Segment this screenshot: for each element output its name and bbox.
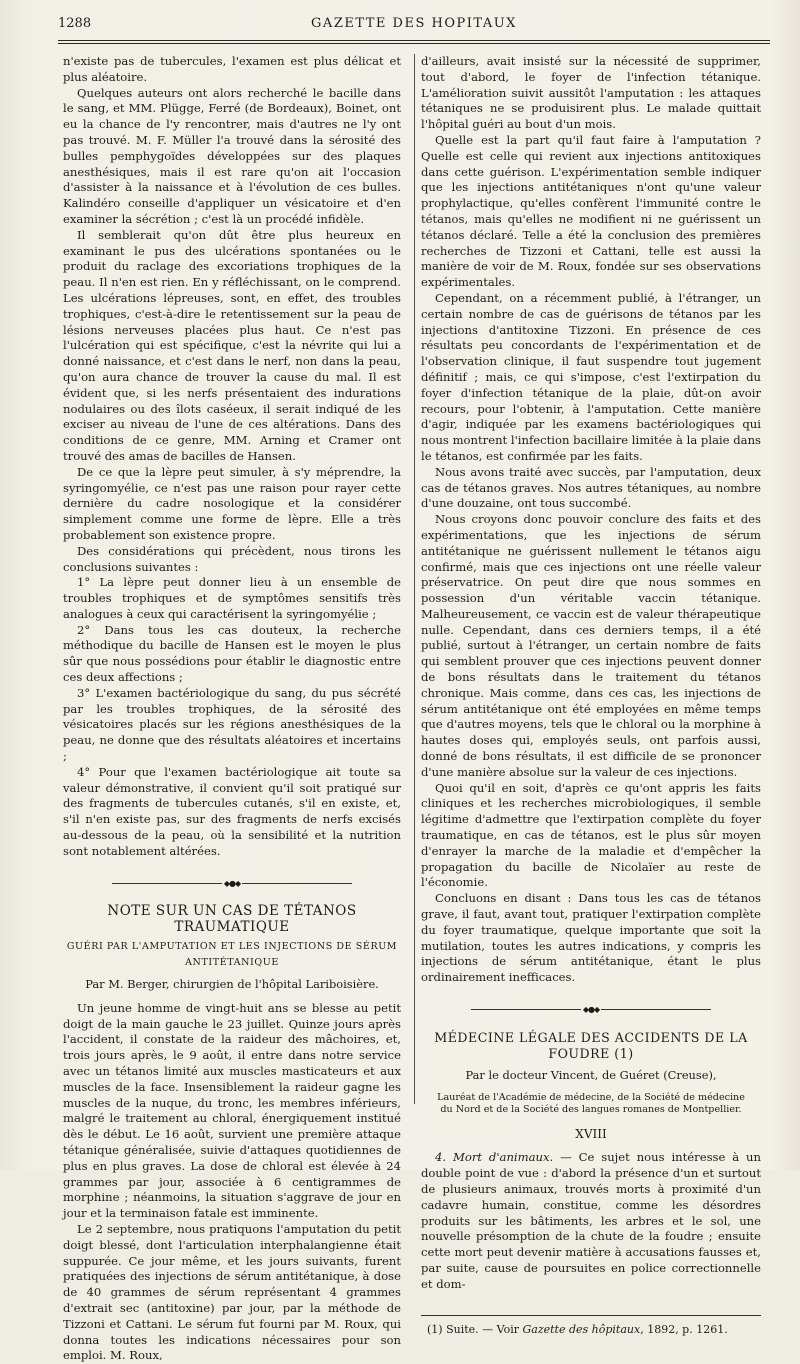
author-affiliation: Lauréat de l'Académie de médecine, de la Société de médecine du Nord et de la Société des langues romanes de Montpellier.: [437, 1091, 745, 1116]
paragraph: Quelle est la part qu'il faut faire à l'amputation ? Quelle est celle qui revient aux injections antitoxiques dans cette guérison. L'expérimentation semble indiquer que les injections antitétaniques n'ont qu'une valeur prophylactique, qu'elles confèrent l'immunité contre le tétanos, mais qu'elles ne modifient ni ne guérissent un tétanos déclaré. Telle a été la conclusion des premières recherches de Tizzoni et Cattani, telle est aussi la manière de voir de M. Roux, fondée sur ses observations expérimentales.: [421, 132, 761, 290]
conclusion-item: 4° Pour que l'examen bactériologique ait toute sa valeur démonstrative, il convient qu'il soit pratiqué sur des fragments de tubercules cutanés, s'il en existe, et, s'il n'en existe pas, sur des fragments de nerfs excisés au-dessous de la peau, où la sensibilité et la nutrition sont notablement altérées.: [63, 764, 401, 858]
footnote-suffix: , 1892, p. 1261.: [640, 1322, 728, 1336]
paragraph: Il semblerait qu'on dût être plus heureux en examinant le pus des ulcérations spontanées ou le produit du raclage des excoriations trophiques de la peau. Il n'en est rien. En y réfléchissant, on le comprend. Les ulcérations lépreuses, sont, en effet, des troubles trophiques, c'est-à-dire le retentissement sur la peau de lésions nerveuses placées plus haut. Ce n'est pas l'ulcération qui est spécifique, c'est la névrite qui lui a donné naissance, et c'est dans le nerf, non dans la peau, qu'on aura chance de trouver la cause du mal. Il est évident que, si les nerfs présentaient des indurations nodulaires ou des îlots caséeux, il serait indiqué de les exciser au niveau de l'une de ces altérations. Dans des conditions de ce genre, MM. Arning et Cramer ont trouvé des amas de bacilles de Hansen.: [63, 227, 401, 463]
header-rule: [58, 40, 770, 41]
left-column: [63, 54, 401, 1364]
paragraph: n'existe pas de tubercules, l'examen est plus délicat et plus aléatoire.: [63, 54, 401, 84]
running-header: [58, 14, 770, 36]
footnote: [421, 1322, 761, 1338]
right-column: [421, 54, 761, 1337]
conclusion-item: 1° La lèpre peut donner lieu à un ensemble de troubles trophiques et de symptômes sensitifs très analogues à ceux qui caractérisent la syringomyélie ;: [63, 575, 401, 621]
article-subtitle: GUÉRI PAR L'AMPUTATION ET LES INJECTIONS DE SÉRUM ANTITÉTANIQUE: [66, 941, 398, 969]
header-rule-thin: [58, 43, 770, 44]
paragraph: Quoi qu'il en soit, d'après ce qu'ont appris les faits cliniques et les recherches microbiologiques, il semble légitime d'admettre que l'extirpation complète du foyer traumatique, en cas de tétanos, est le plus sûr moyen d'enrayer la marche de la maladie et d'empêcher la propagation du bacille de Nicolaïer au reste de l'économie.: [421, 780, 761, 890]
article-title: NOTE SUR UN CAS DE TÉTANOS TRAUMATIQUE: [107, 902, 357, 935]
footnote-rule: [421, 1315, 761, 1316]
paragraph: Nous croyons donc pouvoir conclure des faits et des expérimentations, que les injections de sérum antitétanique ne guérissent nullement le tétanos aigu confirmé, mais que ces injections ont une réelle valeur préservatrice. On peut dire que nous sommes en possession d'un véritable vaccin tétanique. Malheureusement, ce vaccin est de valeur thérapeutique nulle. Cependant, dans ces derniers temps, il a été publié, surtout à l'étranger, un certain nombre de faits qui semblent prouver que ces injections peuvent donner de bons résultats dans le traitement du tétanos chronique. Mais comme, dans ces cas, les injections de sérum antitétanique ont été employées en même temps que d'autres moyens, tels que le chloral ou la morphine à hautes doses qui, employés seuls, ont parfois aussi, donné de bons résultats, il est difficile de se prononcer d'une manière absolue sur la valeur de ces injections.: [421, 512, 761, 779]
page-number: 1288: [58, 16, 92, 31]
paragraph: Cependant, on a récemment publié, à l'étranger, un certain nombre de cas de guérisons de tétanos par les injections d'antitoxine Tizzoni. En présence de ces résultats peu concordants de l'expérimentation et de l'observation clinique, il faut suspendre tout jugement définitif ; mais, ce qui s'impose, c'est l'extirpation du foyer d'infection tétanique de la plaie, dût-on avoir recours, pour l'obtenir, à l'amputation. Cette manière d'agir, indiquée par les examens bactériologiques qui nous montrent l'infection bacillaire limitée à la plaie dans le tétanos, est confirmée par les faits.: [421, 290, 761, 463]
article-author: Par M. Berger, chirurgien de l'hôpital Lariboisière.: [85, 977, 379, 992]
article-title: MÉDECINE LÉGALE DES ACCIDENTS DE LA FOUDRE (1): [434, 1030, 748, 1062]
paragraph: Nous avons traité avec succès, par l'amputation, deux cas de tétanos graves. Nos autres tétaniques, au nombre d'une douzaine, ont tous succombé.: [421, 464, 761, 511]
paragraph-body: — Ce sujet nous intéresse à un double point de vue : d'abord la présence d'un et surtout de plusieurs animaux, trouvés morts à proximité d'un cadavre humain, constitue, comme les désordres produits sur les bâtiments, les arbres et le sol, une nouvelle présomption de la chute de la foudre ; ensuite cette mort peut devenir matière à accusations fausses et, par suite, cause de poursuites en police correctionnelle et dom-: [421, 1150, 761, 1291]
section-separator: ◆●◆: [63, 876, 401, 892]
conclusion-item: 3° L'examen bactériologique du sang, du pus sécrété par les troubles trophiques, de la sérosité des vésicatoires placés sur les régions anesthésiques de la peau, ne donne que des résultats aléatoires et incertains ;: [63, 685, 401, 764]
paragraph: Le 2 septembre, nous pratiquons l'amputation du petit doigt blessé, dont l'articulation interphalangienne était suppurée. Ce jour même, et les jours suivants, furent pratiquées des injections de sérum antitétanique, à dose de 40 grammes de sérum représentant 4 grammes d'extrait sec (antitoxine) par jour, par la méthode de Tizzoni et Cattani. Le sérum fut fourni par M. Roux, qui donna toutes les indications nécessaires pour son emploi. M. Roux,: [63, 1221, 401, 1363]
paragraph: Des considérations qui précèdent, nous tirons les conclusions suivantes :: [63, 543, 401, 574]
paragraph: [421, 1150, 761, 1292]
column-divider: [414, 54, 415, 1104]
section-number: XVIII: [575, 1126, 607, 1141]
paragraph-lead: 4. Mort d'animaux.: [435, 1150, 554, 1165]
paragraph: d'ailleurs, avait insisté sur la nécessité de supprimer, tout d'abord, le foyer de l'infection tétanique. L'amélioration suivit aussitôt l'amputation : les attaques tétaniques ne se produisirent plus. Le malade quittait l'hôpital guéri au bout d'un mois.: [421, 54, 761, 132]
article-author: Par le docteur Vincent, de Guéret (Creuse),: [465, 1067, 717, 1082]
paragraph: Quelques auteurs ont alors recherché le bacille dans le sang, et MM. Plügge, Ferré (de Bordeaux), Boinet, ont eu la chance de l'y rencontrer, mais d'autres ne l'y ont pas trouvé. M. F. Müller l'a trouvé dans la sérosité des bulles pemphygoïdes développées sur des plaques anesthésiques, mais il est rare qu'on ait l'occasion d'assister à la naissance et à l'évolution de ces bulles. Kalindéro conseille d'appliquer un vésicatoire et d'en examiner la sécrétion ; c'est là un procédé infidèle.: [63, 85, 401, 226]
conclusion-item: 2° Dans tous les cas douteux, la recherche méthodique du bacille de Hansen est le moyen le plus sûr que nous possédions pour établir le diagnostic entre ces deux affections ;: [63, 622, 401, 685]
footnote-journal: Gazette des hôpitaux: [522, 1322, 641, 1336]
journal-title: GAZETTE DES HOPITAUX: [311, 16, 517, 31]
paragraph: Un jeune homme de vingt-huit ans se blesse au petit doigt de la main gauche le 23 juillet. Quinze jours après l'accident, il constate de la raideur des mâchoires, et, trois jours après, le 9 août, il entre dans notre service avec un tétanos limité aux muscles masticateurs et aux muscles de la face. Insensiblement la raideur gagne les muscles de la nuque, du tronc, les membres inférieurs, malgré le traitement au chloral, énergiquement institué dès le début. Le 16 août, survient une première attaque tétanique généralisée, suivie d'attaques quotidiennes de plus en plus graves. La dose de chloral est élevée à 24 grammes par jour, associée à 6 centigrammes de morphine ; néanmoins, la situation s'aggrave de jour en jour et la terminaison fatale est imminente.: [63, 1000, 401, 1221]
footnote-prefix: (1) Suite. — Voir: [427, 1322, 523, 1336]
paragraph: De ce que la lèpre peut simuler, à s'y méprendre, la syringomyélie, ce n'est pas une raison pour rayer cette dernière du cadre nosologique et la considérer simplement comme une forme de lèpre. Elle a très probablement son existence propre.: [63, 464, 401, 542]
section-separator: ◆●◆: [421, 1002, 761, 1018]
paragraph: Concluons en disant : Dans tous les cas de tétanos grave, il faut, avant tout, pratiquer l'extirpation complète du foyer traumatique, quelque importante que soit la mutilation, toutes les autres indications, y compris les injections de sérum antitétanique, étant le plus ordinairement inefficaces.: [421, 891, 761, 985]
